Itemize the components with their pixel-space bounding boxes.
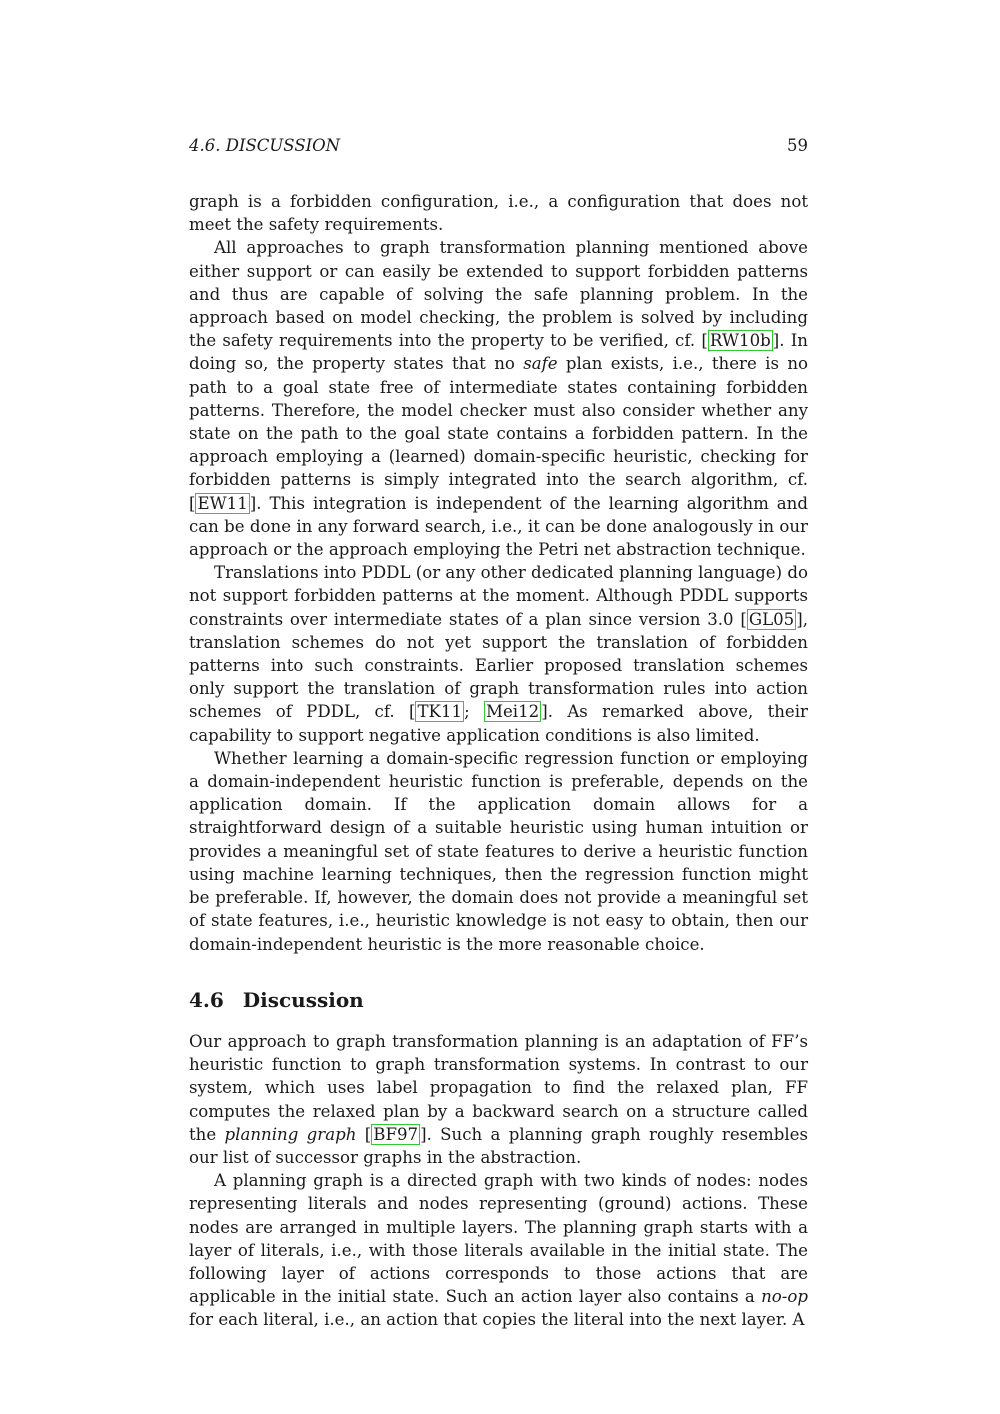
body-text [189, 190, 808, 1332]
citation-separator: ; [464, 702, 484, 722]
citation-key[interactable]: Mei12 [486, 702, 540, 722]
section-heading [189, 989, 808, 1012]
citation-link[interactable]: [ RW10b ] [701, 331, 780, 351]
section-title: Discussion [242, 987, 364, 1012]
paragraph-text: Our approach to graph transformation planning is an adaptation of FF’s heuristic function to graph transformation systems. In contrast to our system, which uses label propagation to find the relaxed plan, FF computes the relaxed plan by a backward search on a structure called the [189, 1031, 808, 1144]
running-header [189, 136, 808, 160]
citation-key[interactable]: BF97 [373, 1124, 419, 1144]
paragraph-text: . As remarked above, their capability to support negative application conditions is also limited. [189, 702, 808, 745]
paragraph-text: plan exists, i.e., there is no path to a goal state free of intermediate states containing forbidden patterns. Therefore, the model checker must also consider whether any state on the path to the goal state contains a forbidden pattern. In the approach employing a (learned) domain-specific heuristic, checking for forbidden patterns is simply integrated into the search algorithm, cf. [189, 354, 808, 490]
paragraph-text: . Such a planning graph roughly resembles our list of successor graphs in the abstraction. [189, 1124, 808, 1167]
paragraph-text: , translation schemes do not yet support the translation of forbidden patterns into such constraints. Earlier proposed translation schemes only support the translation of graph transformation rules into action schemes of PDDL, cf. [189, 609, 808, 722]
paragraph-2 [189, 236, 808, 561]
citation-link[interactable]: [ GL05 ] [740, 609, 803, 629]
paragraph-1 [189, 190, 808, 236]
paragraph-text: All approaches to graph transformation planning mentioned above either support or can easily be extended to support forbidden patterns and thus are capable of solving the safe planning problem. In the approach based on model checking, the problem is solved by including the safety requirements into the property to be verified, cf. [189, 238, 808, 351]
paragraph-text: Translations into PDDL (or any other dedicated planning language) do not support forbidden patterns at the moment. Although PDDL supports constraints over intermediate states of a plan since version 3.0 [189, 563, 808, 629]
paragraph-text [356, 1125, 364, 1144]
paragraph-text: . In doing so, the property states that no [189, 331, 808, 374]
paragraph-text: Whether learning a domain-specific regression function or employing a domain-independent heuristic function is preferable, depends on the application domain. If the application domain allows for a straightforward design of a suitable heuristic using human intuition or provides a meaningful set of state features to derive a heuristic function using machine learning techniques, then the regression function might be preferable. If, however, the domain does not provide a meaningful set of state features, i.e., heuristic knowledge is not easy to obtain, then our domain-independent heuristic is the more reasonable choice. [189, 748, 808, 954]
citation-link[interactable]: [ EW11 ] [189, 493, 257, 513]
paragraph-text: . This integration is independent of the learning algorithm and can be done in any forward search, i.e., it can be done analogously in our approach or the approach employing the Petri net abstraction technique. [189, 493, 808, 560]
page-number: 59 [787, 136, 808, 155]
page [189, 136, 808, 1332]
paragraph-5 [189, 1030, 808, 1169]
emphasis-text: no-op [761, 1287, 808, 1307]
paragraph-3 [189, 561, 808, 747]
paragraph-6 [189, 1169, 808, 1331]
emphasis-text: planning graph [224, 1124, 357, 1144]
paragraph-text: A planning graph is a directed graph with two kinds of nodes: nodes representing literals and nodes representing (ground) actions. These nodes are arranged in multiple layers. The planning graph starts with a layer of literals, i.e., with those literals available in the initial state. The following layer of actions corresponds to those actions that are applicable in the initial state. Such an action layer also contains a [189, 1171, 808, 1307]
paragraph-4 [189, 747, 808, 956]
citation-link[interactable]: [ BF97 ] [364, 1124, 427, 1144]
citation-key[interactable]: TK11 [417, 702, 463, 722]
citation-key[interactable]: GL05 [748, 609, 795, 629]
section-number: 4.6 [189, 987, 224, 1012]
emphasis-text: safe [523, 354, 558, 374]
paragraph-text: for each literal, i.e., an action that copies the literal into the next layer. A [189, 1310, 805, 1330]
citation-link[interactable]: [ TK11 ; Mei12 ] [409, 702, 548, 722]
citation-key[interactable]: EW11 [197, 493, 248, 513]
paragraph-text: graph is a forbidden configuration, i.e., a configuration that does not meet the safety requirements. [189, 192, 808, 235]
running-header-section: 4.6. DISCUSSION [189, 136, 341, 155]
citation-key[interactable]: RW10b [709, 331, 771, 351]
